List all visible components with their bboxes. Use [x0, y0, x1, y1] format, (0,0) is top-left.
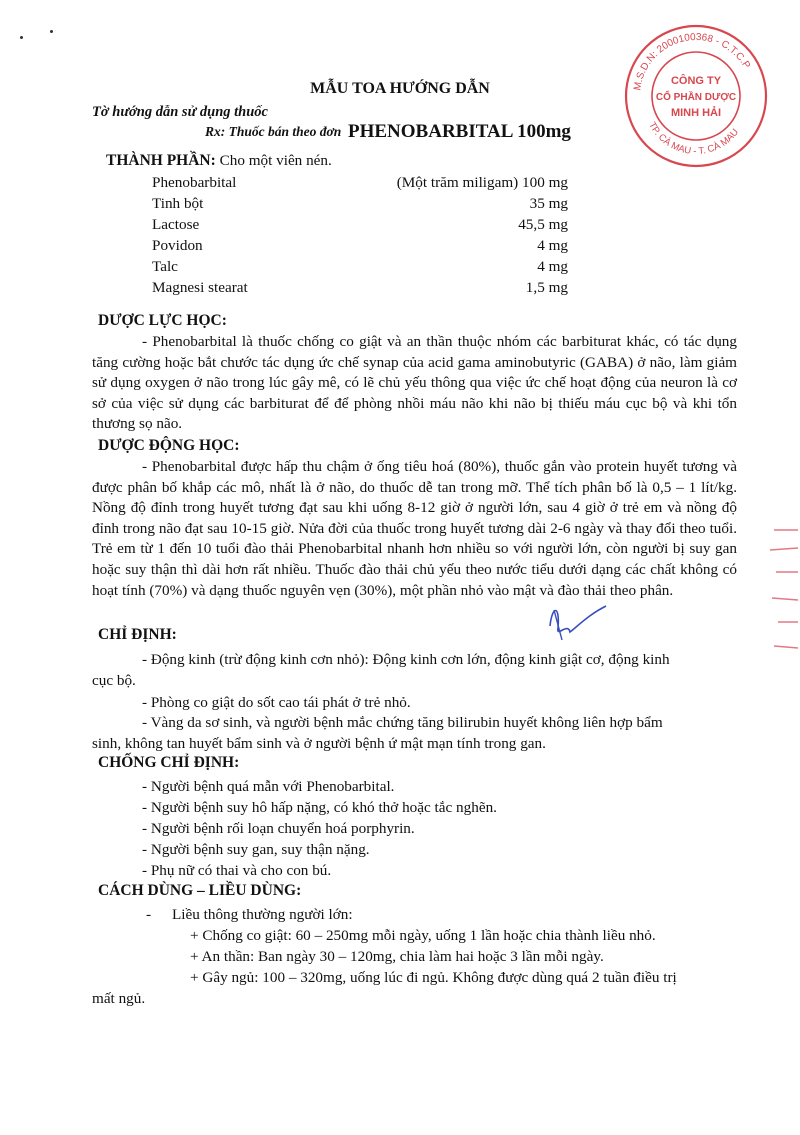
- contraindication-item: - Người bệnh suy gan, suy thận nặng.: [142, 841, 370, 858]
- drug-name: PHENOBARBITAL 100mg: [348, 121, 571, 142]
- stamp-line1: CÔNG TY: [670, 75, 722, 87]
- pharmacodynamics-text: [92, 332, 737, 435]
- dosage-hypnotic-cont: mất ngủ.: [92, 990, 146, 1007]
- indication-item: - Động kinh (trừ động kinh cơn nhỏ): Động kinh cơn lớn, động kinh giật cơ, động kinh: [142, 651, 670, 668]
- ingredient-qty: 45,5 mg: [518, 216, 568, 233]
- indication-item-cont: sinh, không tan huyết bẩm sinh và ở người bệnh ứ mật mạn tính trong gan.: [92, 735, 546, 752]
- indications-heading: CHỈ ĐỊNH:: [98, 626, 177, 643]
- ingredient-name: Talc: [152, 258, 178, 275]
- pharmacokinetics-paragraph: - Phenobarbital được hấp thu chậm ở ống tiêu hoá (80%), thuốc gắn vào protein huyết tương và được phân bố khắp các mô, nhất là ở não, do thuốc dễ tan trong mỡ. Thể tích phân bố là 0,5 – 1 lít/kg. Nồng độ đỉnh trong huyết tương đạt sau khi uống 8-12 giờ ở người lớn, sau 4 giờ ở trẻ em và nồng độ đỉnh trong não đạt sau 10-15 giờ. Nửa đời của thuốc trong huyết tương dài 2-6 ngày và thay đổi theo tuổi. Trẻ em từ 1 đến 10 tuổi đào thải Phenobarbital nhanh hơn nhiều so với người lớn, còn người bị suy gan hoặc suy thận thì dài hơn rất nhiều. Thuốc đào thải chủ yếu theo nước tiểu dưới dạng các chất không có hoạt tính (70%) và dạng thuốc nguyên vẹn (30%), một phần nhỏ vào mật và đào thải theo phân.: [92, 458, 737, 599]
- ingredient-qty: 1,5 mg: [525, 279, 568, 296]
- dosage-bullet: -: [146, 906, 152, 923]
- indication-item: - Phòng co giật do sốt cao tái phát ở trẻ nhỏ.: [142, 694, 411, 711]
- composition-heading: THÀNH PHẦN:: [106, 152, 216, 169]
- composition-intro: Cho một viên nén.: [219, 152, 332, 169]
- scan-dot: [50, 30, 53, 33]
- pharmacodynamics-heading: DƯỢC LỰC HỌC:: [98, 312, 227, 329]
- svg-text:TP. CÀ MAU - T. CÀ MAU: [646, 120, 741, 157]
- stamp-bottom-text: TP. CÀ MAU - T. CÀ MAU: [646, 120, 742, 158]
- dosage-heading: CÁCH DÙNG – LIỀU DÙNG:: [98, 882, 302, 899]
- ingredient-qty: 4 mg: [537, 237, 568, 254]
- indication-item: - Vàng da sơ sinh, và người bệnh mắc chứng tăng bilirubin huyết không liên hợp bẩm: [142, 714, 663, 731]
- dosage-anticonvulsant: + Chống co giật: 60 – 250mg mỗi ngày, uống 1 lần hoặc chia thành liều nhỏ.: [190, 927, 656, 944]
- contraindications-heading: CHỐNG CHỈ ĐỊNH:: [98, 754, 240, 771]
- handwritten-signature: [540, 596, 610, 646]
- ingredient-name: Phenobarbital: [152, 174, 237, 191]
- ingredient-name: Povidon: [152, 237, 203, 254]
- contraindication-item: - Người bệnh quá mẫn với Phenobarbital.: [142, 778, 395, 795]
- dosage-adult-label: Liều thông thường người lớn:: [172, 906, 353, 923]
- dosage-hypnotic: + Gây ngủ: 100 – 320mg, uống lúc đi ngủ. Không được dùng quá 2 tuần điều trị: [190, 969, 677, 986]
- ingredient-name: Magnesi stearat: [152, 279, 248, 296]
- ingredient-name: Lactose: [152, 216, 200, 233]
- composition-heading-line: [106, 152, 332, 170]
- ingredient-qty: (Một trăm miligam) 100 mg: [396, 174, 568, 191]
- stamp-ring-text: M.S.D.N: 2000100368 - C.T.C.P: [632, 31, 753, 92]
- ingredient-qty: 4 mg: [537, 258, 568, 275]
- document-title: MẪU TOA HƯỚNG DẪN: [310, 80, 490, 97]
- edge-marks: [760, 520, 800, 670]
- pharmacokinetics-heading: DƯỢC ĐỘNG HỌC:: [98, 437, 240, 454]
- ingredient-qty: 35 mg: [529, 195, 568, 212]
- ingredient-name: Tinh bột: [152, 195, 204, 212]
- pharmacokinetics-text: [92, 457, 737, 601]
- stamp-line2: CỔ PHẦN DƯỢC: [655, 92, 737, 103]
- contraindication-item: - Người bệnh rối loạn chuyển hoá porphyrin.: [142, 820, 415, 837]
- contraindication-item: - Phụ nữ có thai và cho con bú.: [142, 862, 332, 879]
- stamp-line3: MINH HẢI: [670, 107, 722, 119]
- pharmacodynamics-paragraph: - Phenobarbital là thuốc chống co giật và an thần thuộc nhóm các barbiturat khác, có tác dụng tăng cường hoặc bắt chước tác dụng ức chế synap của acid gama aminobutyric (GABA) ở não, làm giảm sử dụng oxygen ở não trong lúc gây mê, có lẽ chủ yếu thông qua việc ức chế hoạt động của neuron là cơ sở của việc sử dụng các barbiturat để để phòng nhồi máu não khi não bị thiếu máu cục bộ và khi tổn thương sọ não.: [92, 333, 737, 433]
- rx-label: Rx: Thuốc bán theo đơn: [205, 124, 342, 139]
- leaflet-subtitle: Tờ hướng dẫn sử dụng thuốc: [92, 104, 268, 120]
- contraindication-item: - Người bệnh suy hô hấp nặng, có khó thở hoặc tắc nghẽn.: [142, 799, 497, 816]
- dosage-sedative: + An thần: Ban ngày 30 – 120mg, chia làm hai hoặc 3 lần mỗi ngày.: [190, 948, 604, 965]
- scan-dot: [20, 36, 23, 39]
- indication-item-cont: cục bộ.: [92, 672, 136, 689]
